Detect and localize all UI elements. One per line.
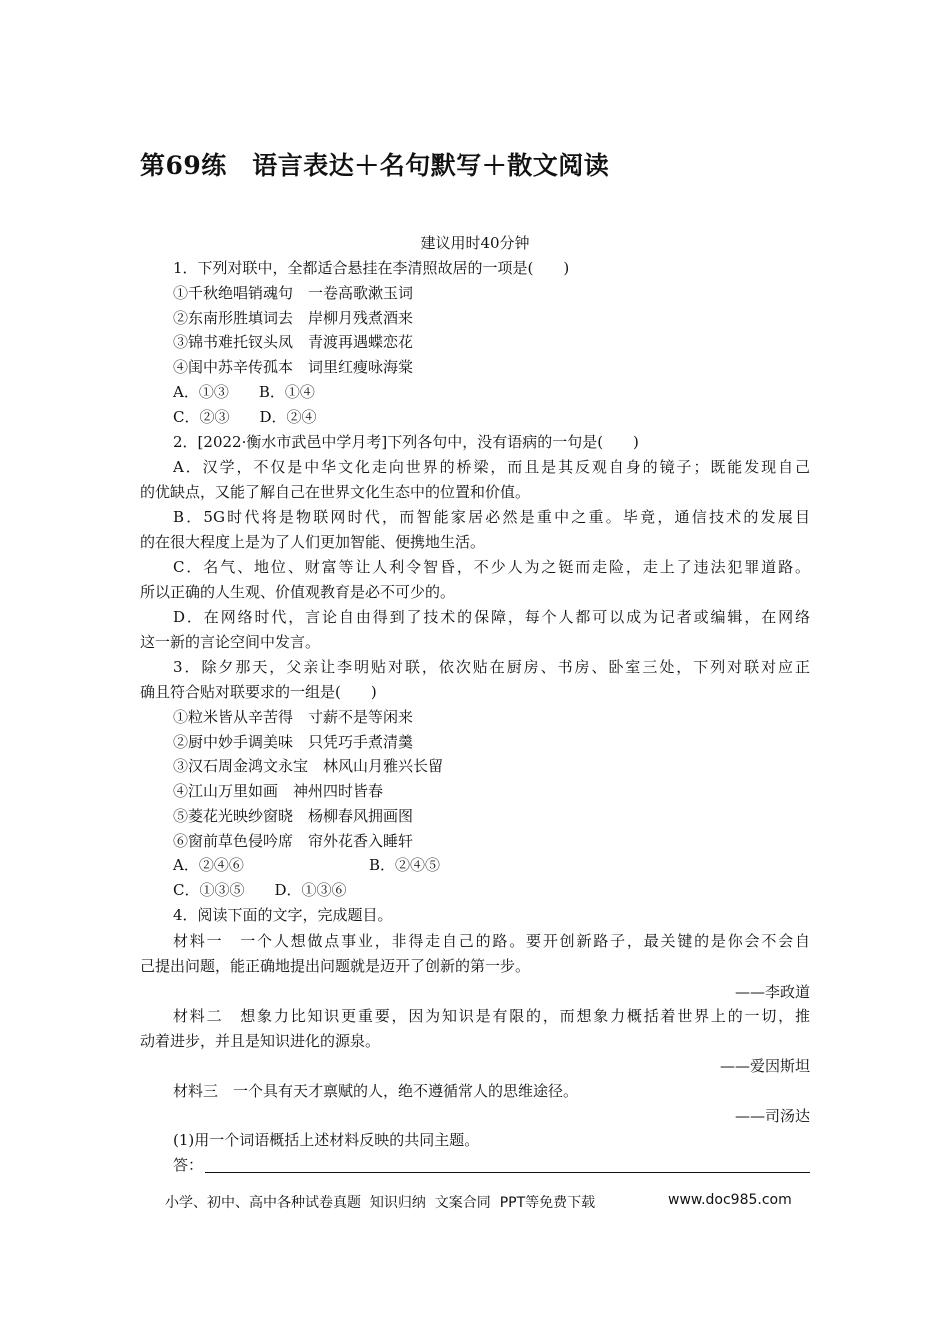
q4-stem: 4．阅读下面的文字，完成题目。 bbox=[173, 906, 393, 924]
q2-option-c-line2: 所以正确的人生观、价值观教育是必不可少的。 bbox=[140, 583, 456, 601]
q4-subquestion-1: (1)用一个词语概括上述材料反映的共同主题。 bbox=[173, 1131, 480, 1149]
q3-item-6: ⑥窗前草色侵吟席 帘外花香入睡轩 bbox=[173, 832, 414, 850]
q4-answer-label: 答： bbox=[173, 1156, 204, 1174]
q4-material-3-line1: 材料三 一个具有天才禀赋的人，绝不遵循常人的思维途径。 bbox=[173, 1082, 579, 1100]
q3-item-1: ①粒米皆从辛苦得 寸薪不是等闲来 bbox=[173, 708, 414, 726]
q3-item-4: ④江山万里如画 神州四时皆春 bbox=[173, 782, 384, 800]
q2-stem: 2．[2022·衡水市武邑中学月考]下列各句中，没有语病的一句是( ) bbox=[173, 433, 639, 451]
q2-option-a-line1: A．汉学，不仅是中华文化走向世界的桥梁，而且是其反观自身的镜子；既能发现自己 bbox=[173, 458, 810, 476]
suggested-time: 建议用时40分钟 bbox=[420, 234, 530, 252]
q4-material-1-source: ——李政道 bbox=[734, 983, 810, 1001]
q3-stem-line2: 确且符合贴对联要求的一组是( ) bbox=[140, 683, 377, 701]
q3-stem-line1: 3．除夕那天，父亲让李明贴对联，依次贴在厨房、书房、卧室三处，下列对联对应正 bbox=[173, 658, 810, 676]
q3-options-cd: C．①③⑤ D．①③⑥ bbox=[173, 881, 347, 899]
q4-material-2-source: ——爱因斯坦 bbox=[719, 1057, 810, 1075]
q2-option-d-line2: 这一新的言论空间中发言。 bbox=[140, 633, 321, 651]
q4-material-1-line2: 己提出问题，能正确地提出问题就是迈开了创新的第一步。 bbox=[140, 957, 531, 975]
q1-stem: 1．下列对联中，全都适合悬挂在李清照故居的一项是( ) bbox=[173, 259, 570, 277]
q3-item-5: ⑤菱花光映纱窗晓 杨柳春风拥画图 bbox=[173, 807, 414, 825]
footer-url: www.doc985.com bbox=[668, 1192, 792, 1208]
q2-option-d-line1: D．在网络时代，言论自由得到了技术的保障，每个人都可以成为记者或编辑，在网络 bbox=[173, 608, 810, 626]
q1-item-1: ①千秋绝唱销魂句 一卷高歌漱玉词 bbox=[173, 284, 414, 302]
q4-material-2-line1: 材料二 想象力比知识更重要，因为知识是有限的，而想象力概括着世界上的一切，推 bbox=[173, 1007, 810, 1025]
q1-item-3: ③锦书难托钗头凤 青渡再遇蝶恋花 bbox=[173, 333, 414, 351]
q3-item-2: ②厨中妙手调美味 只凭巧手煮清羹 bbox=[173, 733, 414, 751]
q2-option-b-line1: B．5G时代将是物联网时代，而智能家居必然是重中之重。毕竟，通信技术的发展目 bbox=[173, 508, 810, 526]
answer-blank-line bbox=[205, 1172, 810, 1173]
q2-option-a-line2: 的优缺点，又能了解自己在世界文化生态中的位置和价值。 bbox=[140, 483, 531, 501]
q1-options-cd: C．②③ D．②④ bbox=[173, 408, 317, 426]
q1-item-2: ②东南形胜填词去 岸柳月残煮酒来 bbox=[173, 309, 414, 327]
q3-option-b: B．②④⑤ bbox=[369, 856, 441, 874]
q4-material-2-line2: 动着进步，并且是知识进化的源泉。 bbox=[140, 1032, 381, 1050]
q3-option-a: A．②④⑥ bbox=[173, 856, 244, 874]
q1-options-ab: A．①③ B．①④ bbox=[173, 383, 315, 401]
footer-text: 小学、初中、高中各种试卷真题 知识归纳 文案合同 PPT等免费下载 bbox=[165, 1195, 596, 1211]
q1-item-4: ④闺中苏辛传孤本 词里红瘦咏海棠 bbox=[173, 358, 414, 376]
page-title: 第69练 语言表达＋名句默写＋散文阅读 bbox=[140, 151, 610, 180]
q2-option-b-line2: 的在很大程度上是为了人们更加智能、便携地生活。 bbox=[140, 533, 486, 551]
q3-item-3: ③汉石周金鸿文永宝 林风山月雅兴长留 bbox=[173, 757, 444, 775]
q4-material-3-source: ——司汤达 bbox=[734, 1107, 810, 1125]
q2-option-c-line1: C．名气、地位、财富等让人利令智昏，不少人为之铤而走险，走上了违法犯罪道路。 bbox=[173, 558, 810, 576]
q4-material-1-line1: 材料一 一个人想做点事业，非得走自己的路。要开创新路子，最关键的是你会不会自 bbox=[173, 932, 810, 950]
